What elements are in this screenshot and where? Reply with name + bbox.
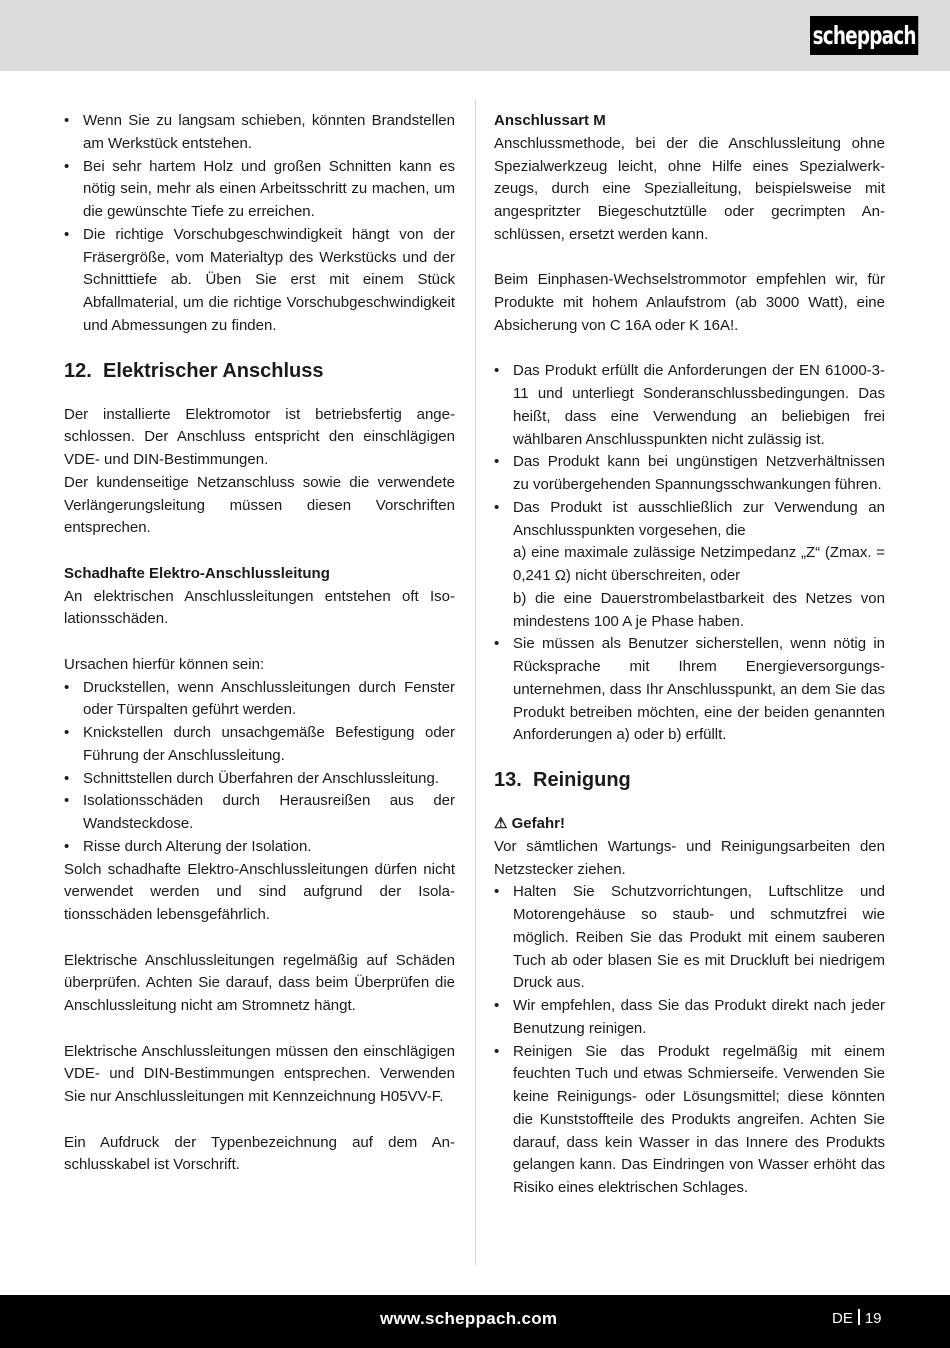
list-item: • Sie müssen als Benutzer sicherstellen, wenn nötig in Rücksprache mit Ihrem Energieversorgungsunternehmen, dass Ihr Anschlusspunkt, an dem Sie das Produkt betreiben möchten, eine der beiden genannten Anforderungen a) oder b) erfüllt.: [494, 633, 885, 747]
paragraph: Vor sämtlichen Wartungs- und Reinigungsarbeiten den Netzstecker ziehen.: [494, 837, 885, 878]
scheppach-logo: scheppach: [810, 16, 918, 55]
list-item: • Reinigen Sie das Produkt regelmäßig mit einem feuchten Tuch und etwas Schmierseife. Verwenden Sie keine Reinigungs- oder Lösungsmittel; diese könnten die Kunststoffteile des Produkts angreifen. Achten Sie darauf, dass kein Wasser in das Innere des Produkts gelangen kann. Das Eindringen von Wasser erhöht das Risiko eines elektrischen Schlages.: [494, 1041, 885, 1200]
paragraph: Solch schadhafte Elektro-Anschlussleitungen dürfen nicht verwendet werden und sind aufgrund der Isolationsschäden lebensgefährlich.: [64, 860, 455, 923]
paragraph: Elektrische Anschlussleitungen regelmäßig auf Schäden überprüfen. Achten Sie darauf, dass beim Überprüfen die Anschlussleitung nicht am Stromnetz hängt.: [64, 951, 455, 1014]
page-header: [0, 0, 950, 71]
feed-tips-list: [64, 110, 455, 338]
list-item: • Knickstellen durch unsachgemäße Befestigung oder Führung der Anschlussleitung.: [64, 722, 455, 768]
list-item: • Wir empfehlen, dass Sie das Produkt direkt nach jeder Benutzung reinigen.: [494, 995, 885, 1041]
left-column: [64, 110, 455, 1177]
paragraph: An elektrischen Anschlussleitungen entstehen oft Isolationsschäden.: [64, 587, 455, 628]
list-item: • Halten Sie Schutzvorrichtungen, Luftschlitze und Motorengehäuse so staub- und schmutzfrei wie möglich. Reiben Sie das Produkt mit einem sauberen Tuch ab oder blasen Sie es mit Druckluft bei niedrigem Druck aus.: [494, 881, 885, 995]
list-item: • Druckstellen, wenn Anschlussleitungen durch Fenster oder Türspalten geführt werden.: [64, 677, 455, 723]
paragraph: Der installierte Elektromotor ist betriebsfertig angeschlossen. Der Anschluss entspricht den einschlägigen VDE- und DIN-Bestimmungen.: [64, 405, 455, 468]
list-item: • Die richtige Vorschubgeschwindigkeit hängt von der Fräsergröße, vom Materialtyp des Werkstücks und der Schnitttiefe ab. Üben Sie erst mit einem Stück Abfallmaterial, um die richtige Vorschubgeschwindigkeit und Abmessungen zu finden.: [64, 224, 455, 338]
paragraph: Elektrische Anschlussleitungen müssen den einschlägigen VDE- und DIN-Bestimmungen entsprechen. Verwenden Sie nur Anschlussleitungen mit Kennzeichnung H05VV-F.: [64, 1042, 455, 1105]
causes-list: [64, 677, 455, 859]
paragraph: Anschlussmethode, bei der die Anschlussleitung ohne Spezialwerkzeug leicht, ohne Hilfe eines Spezialwerkzeugs, durch eine Spezialleitung, beispielsweise mit angespritzter Biegeschutztülle oder gecrimpten Anschlüssen, ersetzt werden kann.: [494, 134, 885, 243]
right-column: [494, 110, 885, 1200]
paragraph: Ursachen hierfür können sein:: [64, 655, 265, 673]
section-heading-13: 13. Reinigung: [494, 769, 631, 791]
paragraph: Beim Einphasen-Wechselstrommotor empfehlen wir, für Produkte mit hohem Anlaufstrom (ab 3000 Watt), eine Absicherung von C 16A oder K 16A!.: [494, 271, 885, 334]
list-item: • Wenn Sie zu langsam schieben, könnten Brandstellen am Werkstück entstehen.: [64, 110, 455, 156]
list-item: • Schnittstellen durch Überfahren der Anschlussleitung.: [64, 768, 455, 791]
section-heading-12: 12. Elektrischer Anschluss: [64, 359, 324, 382]
page-number: DE 19: [832, 1310, 882, 1327]
sub-heading: Anschlussart M: [494, 112, 606, 129]
page-footer: [0, 1295, 950, 1348]
requirements-list: [494, 360, 885, 747]
list-item: • Risse durch Alterung der Isolation.: [64, 836, 455, 859]
list-item: • Das Produkt kann bei ungünstigen Netzverhältnissen zu vorübergehenden Spannungsschwankungen führen.: [494, 451, 885, 497]
condition-b: b) die eine Dauerstrombelastbarkeit des Netzes von mindestens 100 A je Phase haben.: [513, 589, 885, 630]
list-item: • Bei sehr hartem Holz und großen Schnitten kann es nötig sein, mehr als einen Arbeitsschritt zu machen, um die gewünschte Tiefe zu erreichen.: [64, 156, 455, 224]
condition-a: a) eine maximale zulässige Netzimpedanz „Z“ (Zmax. = 0,241 Ω) nicht überschreiten, oder: [513, 544, 885, 584]
column-divider: [475, 100, 476, 1265]
list-item: • Isolationsschäden durch Herausreißen aus der Wandsteckdose.: [64, 790, 455, 836]
paragraph: Ein Aufdruck der Typenbezeichnung auf dem Anschlusskabel ist Vorschrift.: [64, 1133, 455, 1174]
warning-label: ⚠ Gefahr!: [494, 815, 565, 832]
list-item: • Das Produkt erfüllt die Anforderungen der EN 61000-3-11 und unterliegt Sonderanschlussbedingungen. Das heißt, dass eine Verwendung an beliebigen frei wählbaren Anschlusspunkten nicht zulässig ist.: [494, 360, 885, 451]
paragraph: Der kundenseitige Netzanschluss sowie die verwendete Verlängerungsleitung müssen diesen Vorschriften entsprechen.: [64, 473, 455, 537]
website-link[interactable]: www.scheppach.com: [380, 1309, 558, 1328]
sub-heading: Schadhafte Elektro-Anschlussleitung: [64, 564, 330, 582]
list-item: • Das Produkt ist ausschließlich zur Verwendung an Anschlusspunkten vorgesehen, die a) eine maximale zulässige Netzimpedanz „Z“ (Zmax. = 0,241 Ω) nicht überschreiten, oder b) die eine Dauerstrombelastbarkeit des Netzes von mindestens 100 A je Phase haben.: [494, 497, 885, 634]
cleaning-list: [494, 881, 885, 1200]
